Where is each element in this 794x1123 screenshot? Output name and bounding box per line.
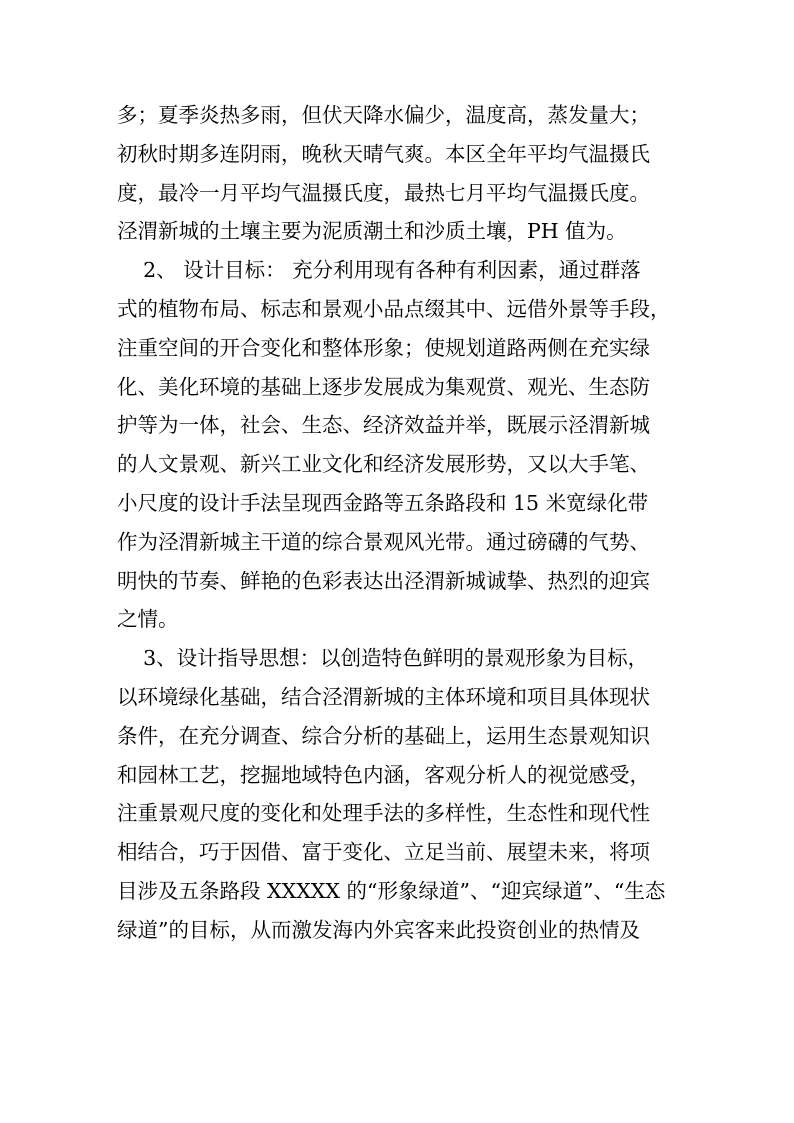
text-line: 初秋时期多连阴雨，晚秋天晴气爽。本区全年平均气温摄氏 [117,141,650,166]
text-line: 小尺度的设计手法呈现西金路等五条路段和 15 米宽绿化带 [117,490,649,515]
text-line: 注重空间的开合变化和整体形象；使规划道路两侧在充实绿 [117,335,650,360]
text-line: 目涉及五条路段 XXXXX 的“形象绿道”、“迎宾绿道”、“生态 [117,878,666,903]
text-line: 以环境绿化基础，结合泾渭新城的主体环境和项目具体现状 [117,684,650,709]
text-line: 护等为一体，社会、生态、经济效益并举，既展示泾渭新城 [117,413,650,438]
text-line: 明快的节奏、鲜艳的色彩表达出泾渭新城诚挚、热烈的迎宾 [117,568,650,593]
text-line: 和园林工艺，挖掘地域特色内涵，客观分析人的视觉感受， [117,762,650,787]
paragraph-start-line: 3、设计指导思想：以创造特色鲜明的景观形象为目标， [117,646,649,671]
text-line: 作为泾渭新城主干道的综合景观风光带。通过磅礴的气势、 [117,529,650,554]
text-line: 的人文景观、新兴工业文化和经济发展形势，又以大手笔、 [117,452,650,477]
text-line: 度，最冷一月平均气温摄氏度，最热七月平均气温摄氏度。 [117,180,650,205]
text-line: 之情。 [117,607,179,632]
text-line: 式的植物布局、标志和景观小品点缀其中、远借外景等手段， [117,296,671,321]
paragraph-start-line: 2、 设计目标： 充分利用现有各种有利因素，通过群落 [117,258,641,283]
text-line: 泾渭新城的土壤主要为泥质潮土和沙质土壤，PH 值为。 [117,219,627,244]
text-line: 条件，在充分调查、综合分析的基础上，运用生态景观知识 [117,723,650,748]
text-line: 化、美化环境的基础上逐步发展成为集观赏、观光、生态防 [117,374,650,399]
body-text [117,96,697,950]
text-line: 多；夏季炎热多雨，但伏天降水偏少，温度高，蒸发量大； [117,103,650,127]
text-line: 相结合，巧于因借、富于变化、立足当前、展望未来，将项 [117,840,650,865]
text-line: 绿道”的目标，从而激发海内外宾客来此投资创业的热情及 [117,917,640,942]
text-line: 注重景观尺度的变化和处理手法的多样性，生态性和现代性 [117,801,650,826]
